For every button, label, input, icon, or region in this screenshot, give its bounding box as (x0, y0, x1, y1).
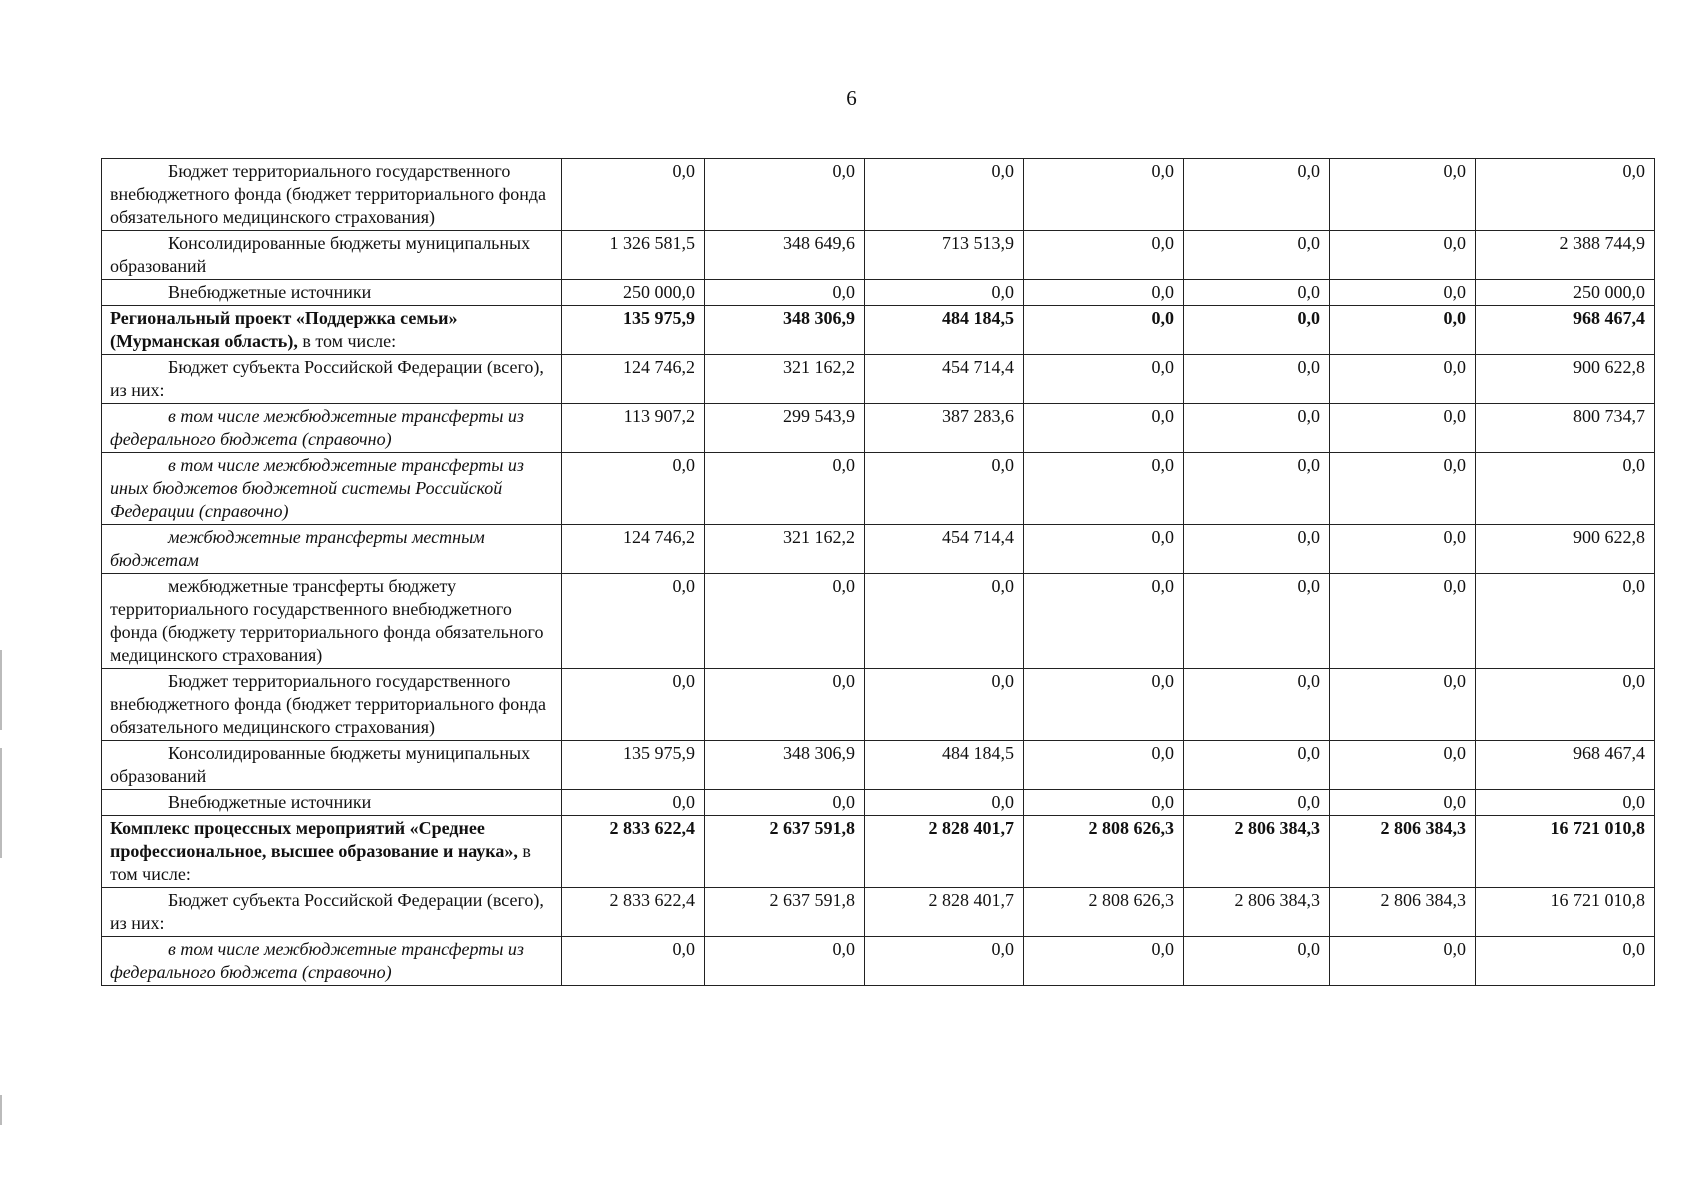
value-cell: 900 622,8 (1476, 355, 1655, 404)
value-cell: 454 714,4 (865, 355, 1024, 404)
value-cell: 0,0 (1330, 741, 1476, 790)
row-label (102, 574, 562, 669)
value-cell: 0,0 (1024, 159, 1184, 231)
value-cell: 0,0 (1330, 355, 1476, 404)
value-cell: 0,0 (1024, 741, 1184, 790)
value-cell: 2 828 401,7 (865, 888, 1024, 937)
value-cell: 0,0 (1184, 525, 1330, 574)
value-cell: 0,0 (1330, 404, 1476, 453)
value-cell: 0,0 (1330, 790, 1476, 816)
value-cell: 2 806 384,3 (1330, 816, 1476, 888)
value-cell: 0,0 (1330, 306, 1476, 355)
row-label-text: Бюджет субъекта Российской Федерации (всего), из них: (110, 890, 544, 933)
value-cell: 1 326 581,5 (562, 231, 705, 280)
value-cell: 0,0 (1184, 355, 1330, 404)
value-cell: 0,0 (1024, 306, 1184, 355)
value-cell: 0,0 (705, 159, 865, 231)
row-label-text: Консолидированные бюджеты муниципальных образований (110, 743, 531, 786)
value-cell: 0,0 (1184, 231, 1330, 280)
row-label-suffix: в том числе: (302, 331, 397, 351)
value-cell: 2 806 384,3 (1184, 888, 1330, 937)
table-row (102, 741, 1655, 790)
table-row (102, 231, 1655, 280)
value-cell: 0,0 (1184, 741, 1330, 790)
value-cell: 800 734,7 (1476, 404, 1655, 453)
value-cell: 0,0 (562, 453, 705, 525)
scan-margin-line (0, 650, 2, 730)
value-cell: 0,0 (705, 453, 865, 525)
value-cell: 0,0 (1184, 159, 1330, 231)
value-cell: 0,0 (1024, 790, 1184, 816)
value-cell: 0,0 (1184, 404, 1330, 453)
value-cell: 135 975,9 (562, 306, 705, 355)
value-cell: 0,0 (1024, 937, 1184, 986)
value-cell: 250 000,0 (562, 280, 705, 306)
value-cell: 0,0 (1024, 231, 1184, 280)
value-cell: 113 907,2 (562, 404, 705, 453)
value-cell: 0,0 (1330, 453, 1476, 525)
table-row (102, 816, 1655, 888)
row-label-text: Внебюджетные источники (168, 282, 372, 302)
value-cell: 0,0 (1184, 306, 1330, 355)
value-cell: 0,0 (562, 159, 705, 231)
value-cell: 2 808 626,3 (1024, 816, 1184, 888)
table-row (102, 159, 1655, 231)
value-cell: 2 806 384,3 (1330, 888, 1476, 937)
table-row (102, 574, 1655, 669)
value-cell: 484 184,5 (865, 741, 1024, 790)
value-cell: 0,0 (1184, 453, 1330, 525)
value-cell: 0,0 (865, 280, 1024, 306)
value-cell: 0,0 (705, 937, 865, 986)
value-cell: 0,0 (1024, 669, 1184, 741)
row-label-text: Бюджет территориального государственного внебюджетного фонда (бюджет территориального фонда обязательного медицинского страхования) (110, 671, 547, 737)
row-label-text: Внебюджетные источники (168, 792, 372, 812)
value-cell: 0,0 (705, 669, 865, 741)
value-cell: 0,0 (865, 790, 1024, 816)
value-cell: 387 283,6 (865, 404, 1024, 453)
value-cell: 2 637 591,8 (705, 816, 865, 888)
budget-table (101, 158, 1655, 986)
value-cell: 0,0 (1476, 574, 1655, 669)
row-label-text: Комплекс процессных мероприятий «Среднее профессиональное, высшее образование и наука», (110, 818, 518, 861)
row-label (102, 280, 562, 306)
value-cell: 299 543,9 (705, 404, 865, 453)
value-cell: 0,0 (1184, 280, 1330, 306)
value-cell: 124 746,2 (562, 355, 705, 404)
value-cell: 0,0 (1476, 453, 1655, 525)
value-cell: 0,0 (1024, 453, 1184, 525)
value-cell: 0,0 (1330, 159, 1476, 231)
value-cell: 348 306,9 (705, 306, 865, 355)
value-cell: 0,0 (865, 669, 1024, 741)
value-cell: 124 746,2 (562, 525, 705, 574)
table-row (102, 669, 1655, 741)
value-cell: 0,0 (1024, 355, 1184, 404)
value-cell: 16 721 010,8 (1476, 816, 1655, 888)
value-cell: 0,0 (562, 669, 705, 741)
value-cell: 900 622,8 (1476, 525, 1655, 574)
value-cell: 0,0 (1330, 231, 1476, 280)
row-label-text: в том числе межбюджетные трансферты из иных бюджетов бюджетной системы Российской Федерации (справочно) (110, 455, 524, 521)
value-cell: 968 467,4 (1476, 741, 1655, 790)
row-label-text: в том числе межбюджетные трансферты из федерального бюджета (справочно) (110, 939, 524, 982)
value-cell: 0,0 (1184, 669, 1330, 741)
value-cell: 2 808 626,3 (1024, 888, 1184, 937)
value-cell: 484 184,5 (865, 306, 1024, 355)
value-cell: 0,0 (705, 280, 865, 306)
value-cell: 2 637 591,8 (705, 888, 865, 937)
row-label (102, 816, 562, 888)
row-label (102, 355, 562, 404)
row-label (102, 888, 562, 937)
value-cell: 0,0 (1024, 525, 1184, 574)
value-cell: 135 975,9 (562, 741, 705, 790)
value-cell: 0,0 (865, 159, 1024, 231)
value-cell: 321 162,2 (705, 355, 865, 404)
value-cell: 0,0 (1330, 574, 1476, 669)
value-cell: 0,0 (1476, 937, 1655, 986)
table-row (102, 404, 1655, 453)
row-label (102, 741, 562, 790)
scan-margin-line (0, 748, 2, 858)
value-cell: 0,0 (1024, 574, 1184, 669)
value-cell: 16 721 010,8 (1476, 888, 1655, 937)
value-cell: 0,0 (1024, 404, 1184, 453)
table-row (102, 790, 1655, 816)
row-label-text: Консолидированные бюджеты муниципальных образований (110, 233, 531, 276)
value-cell: 968 467,4 (1476, 306, 1655, 355)
value-cell: 0,0 (1476, 159, 1655, 231)
value-cell: 0,0 (1184, 937, 1330, 986)
table-row (102, 280, 1655, 306)
value-cell: 0,0 (1184, 790, 1330, 816)
table-row (102, 355, 1655, 404)
row-label-text: Бюджет территориального государственного внебюджетного фонда (бюджет территориального фонда обязательного медицинского страхования) (110, 161, 547, 227)
row-label-text: Бюджет субъекта Российской Федерации (всего), из них: (110, 357, 544, 400)
value-cell: 0,0 (1476, 790, 1655, 816)
value-cell: 454 714,4 (865, 525, 1024, 574)
value-cell: 0,0 (562, 790, 705, 816)
row-label (102, 453, 562, 525)
page-number: 6 (846, 86, 857, 110)
value-cell: 0,0 (865, 574, 1024, 669)
value-cell: 0,0 (1330, 525, 1476, 574)
table-row (102, 525, 1655, 574)
value-cell: 348 649,6 (705, 231, 865, 280)
value-cell: 2 828 401,7 (865, 816, 1024, 888)
value-cell: 348 306,9 (705, 741, 865, 790)
value-cell: 0,0 (705, 790, 865, 816)
row-label (102, 231, 562, 280)
row-label-text: в том числе межбюджетные трансферты из федерального бюджета (справочно) (110, 406, 524, 449)
table-row (102, 937, 1655, 986)
row-label (102, 306, 562, 355)
value-cell: 0,0 (562, 937, 705, 986)
row-label (102, 669, 562, 741)
value-cell: 0,0 (705, 574, 865, 669)
value-cell: 0,0 (562, 574, 705, 669)
value-cell: 0,0 (865, 937, 1024, 986)
value-cell: 2 833 622,4 (562, 888, 705, 937)
value-cell: 0,0 (1330, 937, 1476, 986)
table-row (102, 888, 1655, 937)
value-cell: 0,0 (1476, 669, 1655, 741)
value-cell: 0,0 (1184, 574, 1330, 669)
row-label (102, 525, 562, 574)
value-cell: 0,0 (1024, 280, 1184, 306)
scan-margin-line (0, 1095, 2, 1125)
value-cell: 0,0 (1330, 280, 1476, 306)
row-label (102, 404, 562, 453)
table-row (102, 453, 1655, 525)
value-cell: 0,0 (865, 453, 1024, 525)
row-label-text: Региональный проект «Поддержка семьи» (Мурманская область), (110, 308, 458, 351)
value-cell: 2 806 384,3 (1184, 816, 1330, 888)
table-row (102, 306, 1655, 355)
row-label (102, 937, 562, 986)
row-label-text: межбюджетные трансферты бюджету территориального государственного внебюджетного фонда (бюджету территориального фонда обязательного медицинского страхования) (110, 576, 544, 665)
row-label (102, 790, 562, 816)
row-label-suffix: в том числе: (110, 841, 531, 884)
value-cell: 713 513,9 (865, 231, 1024, 280)
row-label (102, 159, 562, 231)
value-cell: 250 000,0 (1476, 280, 1655, 306)
value-cell: 2 388 744,9 (1476, 231, 1655, 280)
value-cell: 2 833 622,4 (562, 816, 705, 888)
row-label-text: межбюджетные трансферты местным бюджетам (110, 527, 485, 570)
value-cell: 321 162,2 (705, 525, 865, 574)
value-cell: 0,0 (1330, 669, 1476, 741)
